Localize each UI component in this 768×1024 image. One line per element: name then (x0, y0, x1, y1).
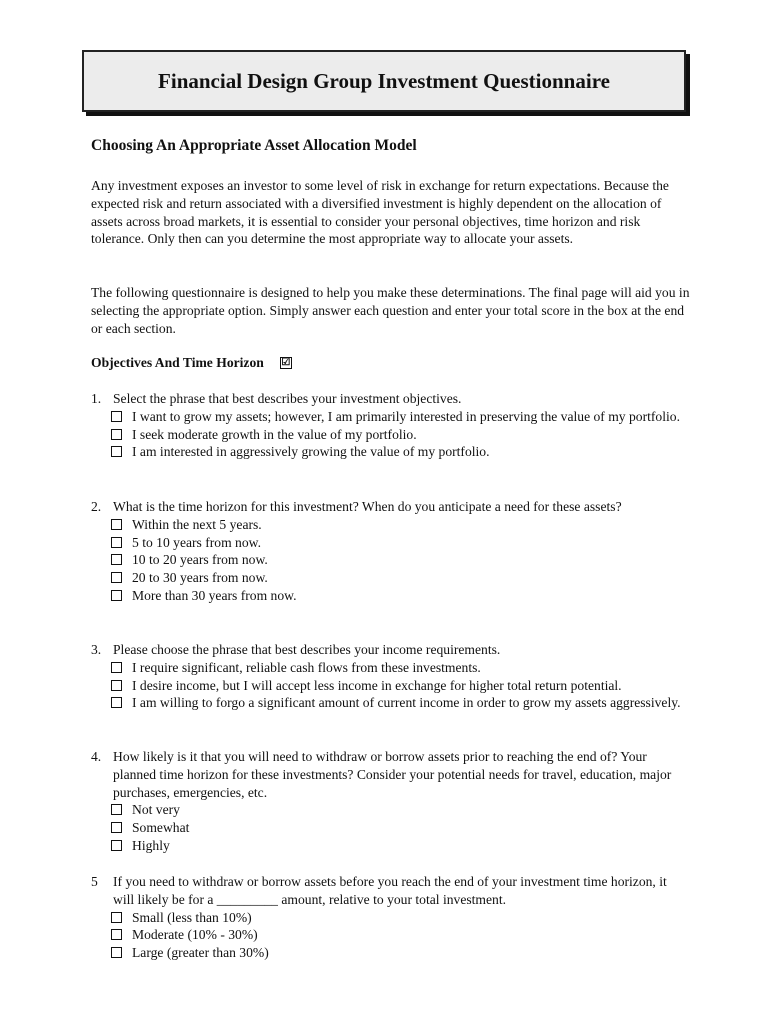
option-label: I desire income, but I will accept less income in exchange for higher total return potential. (132, 677, 622, 693)
question-number: 1. (91, 391, 102, 406)
question-number: 3. (91, 642, 102, 657)
question-3 (91, 641, 691, 712)
checked-box-icon (280, 357, 292, 369)
option-list (111, 408, 691, 461)
option-label: 20 to 30 years from now. (132, 570, 268, 586)
checkbox-icon[interactable] (111, 912, 122, 923)
option-label: I seek moderate growth in the value of my portfolio. (132, 426, 417, 442)
option-item[interactable] (111, 837, 691, 855)
question-number: 4. (91, 749, 102, 764)
option-label: Large (greater than 30%) (132, 945, 269, 961)
option-label: Moderate (10% - 30%) (132, 927, 258, 943)
checkbox-icon[interactable] (111, 804, 122, 815)
option-label: I want to grow my assets; however, I am primarily interested in preserving the value of my portfolio. (132, 408, 680, 424)
option-item[interactable] (111, 516, 691, 534)
checkbox-icon[interactable] (111, 572, 122, 583)
checkbox-icon[interactable] (111, 446, 122, 457)
option-item[interactable] (111, 944, 691, 962)
question-text: Select the phrase that best describes your investment objectives. (113, 391, 462, 406)
option-label: I am willing to forgo a significant amount of current income in order to grow my assets aggressively. (132, 695, 681, 711)
question-text: What is the time horizon for this investment? When do you anticipate a need for these assets? (113, 499, 622, 514)
checkbox-icon[interactable] (111, 411, 122, 422)
objectives-subheading (91, 355, 292, 371)
checkbox-icon[interactable] (111, 947, 122, 958)
option-item[interactable] (111, 926, 691, 944)
option-item[interactable] (111, 801, 691, 819)
question-5 (91, 873, 691, 962)
checkbox-icon[interactable] (111, 929, 122, 940)
checkbox-icon[interactable] (111, 590, 122, 601)
checkbox-icon[interactable] (111, 840, 122, 851)
option-item[interactable] (111, 694, 691, 712)
option-label: Highly (132, 837, 170, 853)
option-list (111, 659, 691, 712)
checkbox-icon[interactable] (111, 554, 122, 565)
option-list (111, 801, 691, 854)
intro-paragraph-1-text: Any investment exposes an investor to some level of risk in exchange for return expectations. Because the expected risk and return associated with a diversified investment is highly dependent on the allocation of assets across broad markets, it is essential to consider your personal objectives, time horizon and risk tolerance. Only then can you determine the most appropriate way to allocate your assets. (91, 178, 669, 247)
checkbox-icon[interactable] (111, 429, 122, 440)
question-4 (91, 748, 691, 855)
option-item[interactable] (111, 587, 691, 605)
option-item[interactable] (111, 534, 691, 552)
checkbox-icon[interactable] (111, 697, 122, 708)
option-item[interactable] (111, 659, 691, 677)
title-box (82, 50, 686, 112)
intro-paragraph-2 (91, 284, 691, 337)
section-heading: Choosing An Appropriate Asset Allocation Model (91, 137, 417, 154)
option-list (111, 909, 691, 962)
question-1 (91, 390, 691, 461)
intro-paragraph-2-text: The following questionnaire is designed to help you make these determinations. The final page will aid you in selecting the appropriate option. Simply answer each question and enter your total score in the box at the end or each section. (91, 285, 690, 336)
option-label: I am interested in aggressively growing the value of my portfolio. (132, 444, 490, 460)
question-text: Please choose the phrase that best describes your income requirements. (113, 642, 501, 657)
document-title: Financial Design Group Investment Questionnaire (158, 68, 610, 93)
option-label: Small (less than 10%) (132, 909, 252, 925)
checkbox-icon[interactable] (111, 662, 122, 673)
option-label: 5 to 10 years from now. (132, 534, 261, 550)
intro-paragraph-1 (91, 177, 691, 248)
checkbox-icon[interactable] (111, 680, 122, 691)
option-item[interactable] (111, 551, 691, 569)
option-label: Somewhat (132, 820, 190, 836)
option-label: More than 30 years from now. (132, 587, 297, 603)
option-item[interactable] (111, 443, 691, 461)
question-number: 2. (91, 499, 102, 514)
checked-box-mark: ☑ (281, 357, 291, 368)
option-item[interactable] (111, 677, 691, 695)
checkbox-icon[interactable] (111, 822, 122, 833)
option-label: Not very (132, 802, 180, 818)
option-label: Within the next 5 years. (132, 516, 262, 532)
option-list (111, 516, 691, 605)
option-label: 10 to 20 years from now. (132, 552, 268, 568)
question-text: How likely is it that you will need to withdraw or borrow assets prior to reaching the end of? Your planned time horizon for these investments? Consider your potential needs for travel, education, major purchases, emergencies, etc. (113, 749, 672, 800)
option-label: I require significant, reliable cash flows from these investments. (132, 659, 481, 675)
checkbox-icon[interactable] (111, 519, 122, 530)
option-item[interactable] (111, 909, 691, 927)
option-item[interactable] (111, 426, 691, 444)
question-text: If you need to withdraw or borrow assets before you reach the end of your investment time horizon, it will likely be for a _________ amount, relative to your total investment. (113, 874, 667, 907)
question-2 (91, 498, 691, 605)
option-item[interactable] (111, 819, 691, 837)
objectives-subheading-text: Objectives And Time Horizon (91, 355, 264, 370)
option-item[interactable] (111, 408, 691, 426)
question-number: 5 (91, 874, 98, 889)
option-item[interactable] (111, 569, 691, 587)
checkbox-icon[interactable] (111, 537, 122, 548)
